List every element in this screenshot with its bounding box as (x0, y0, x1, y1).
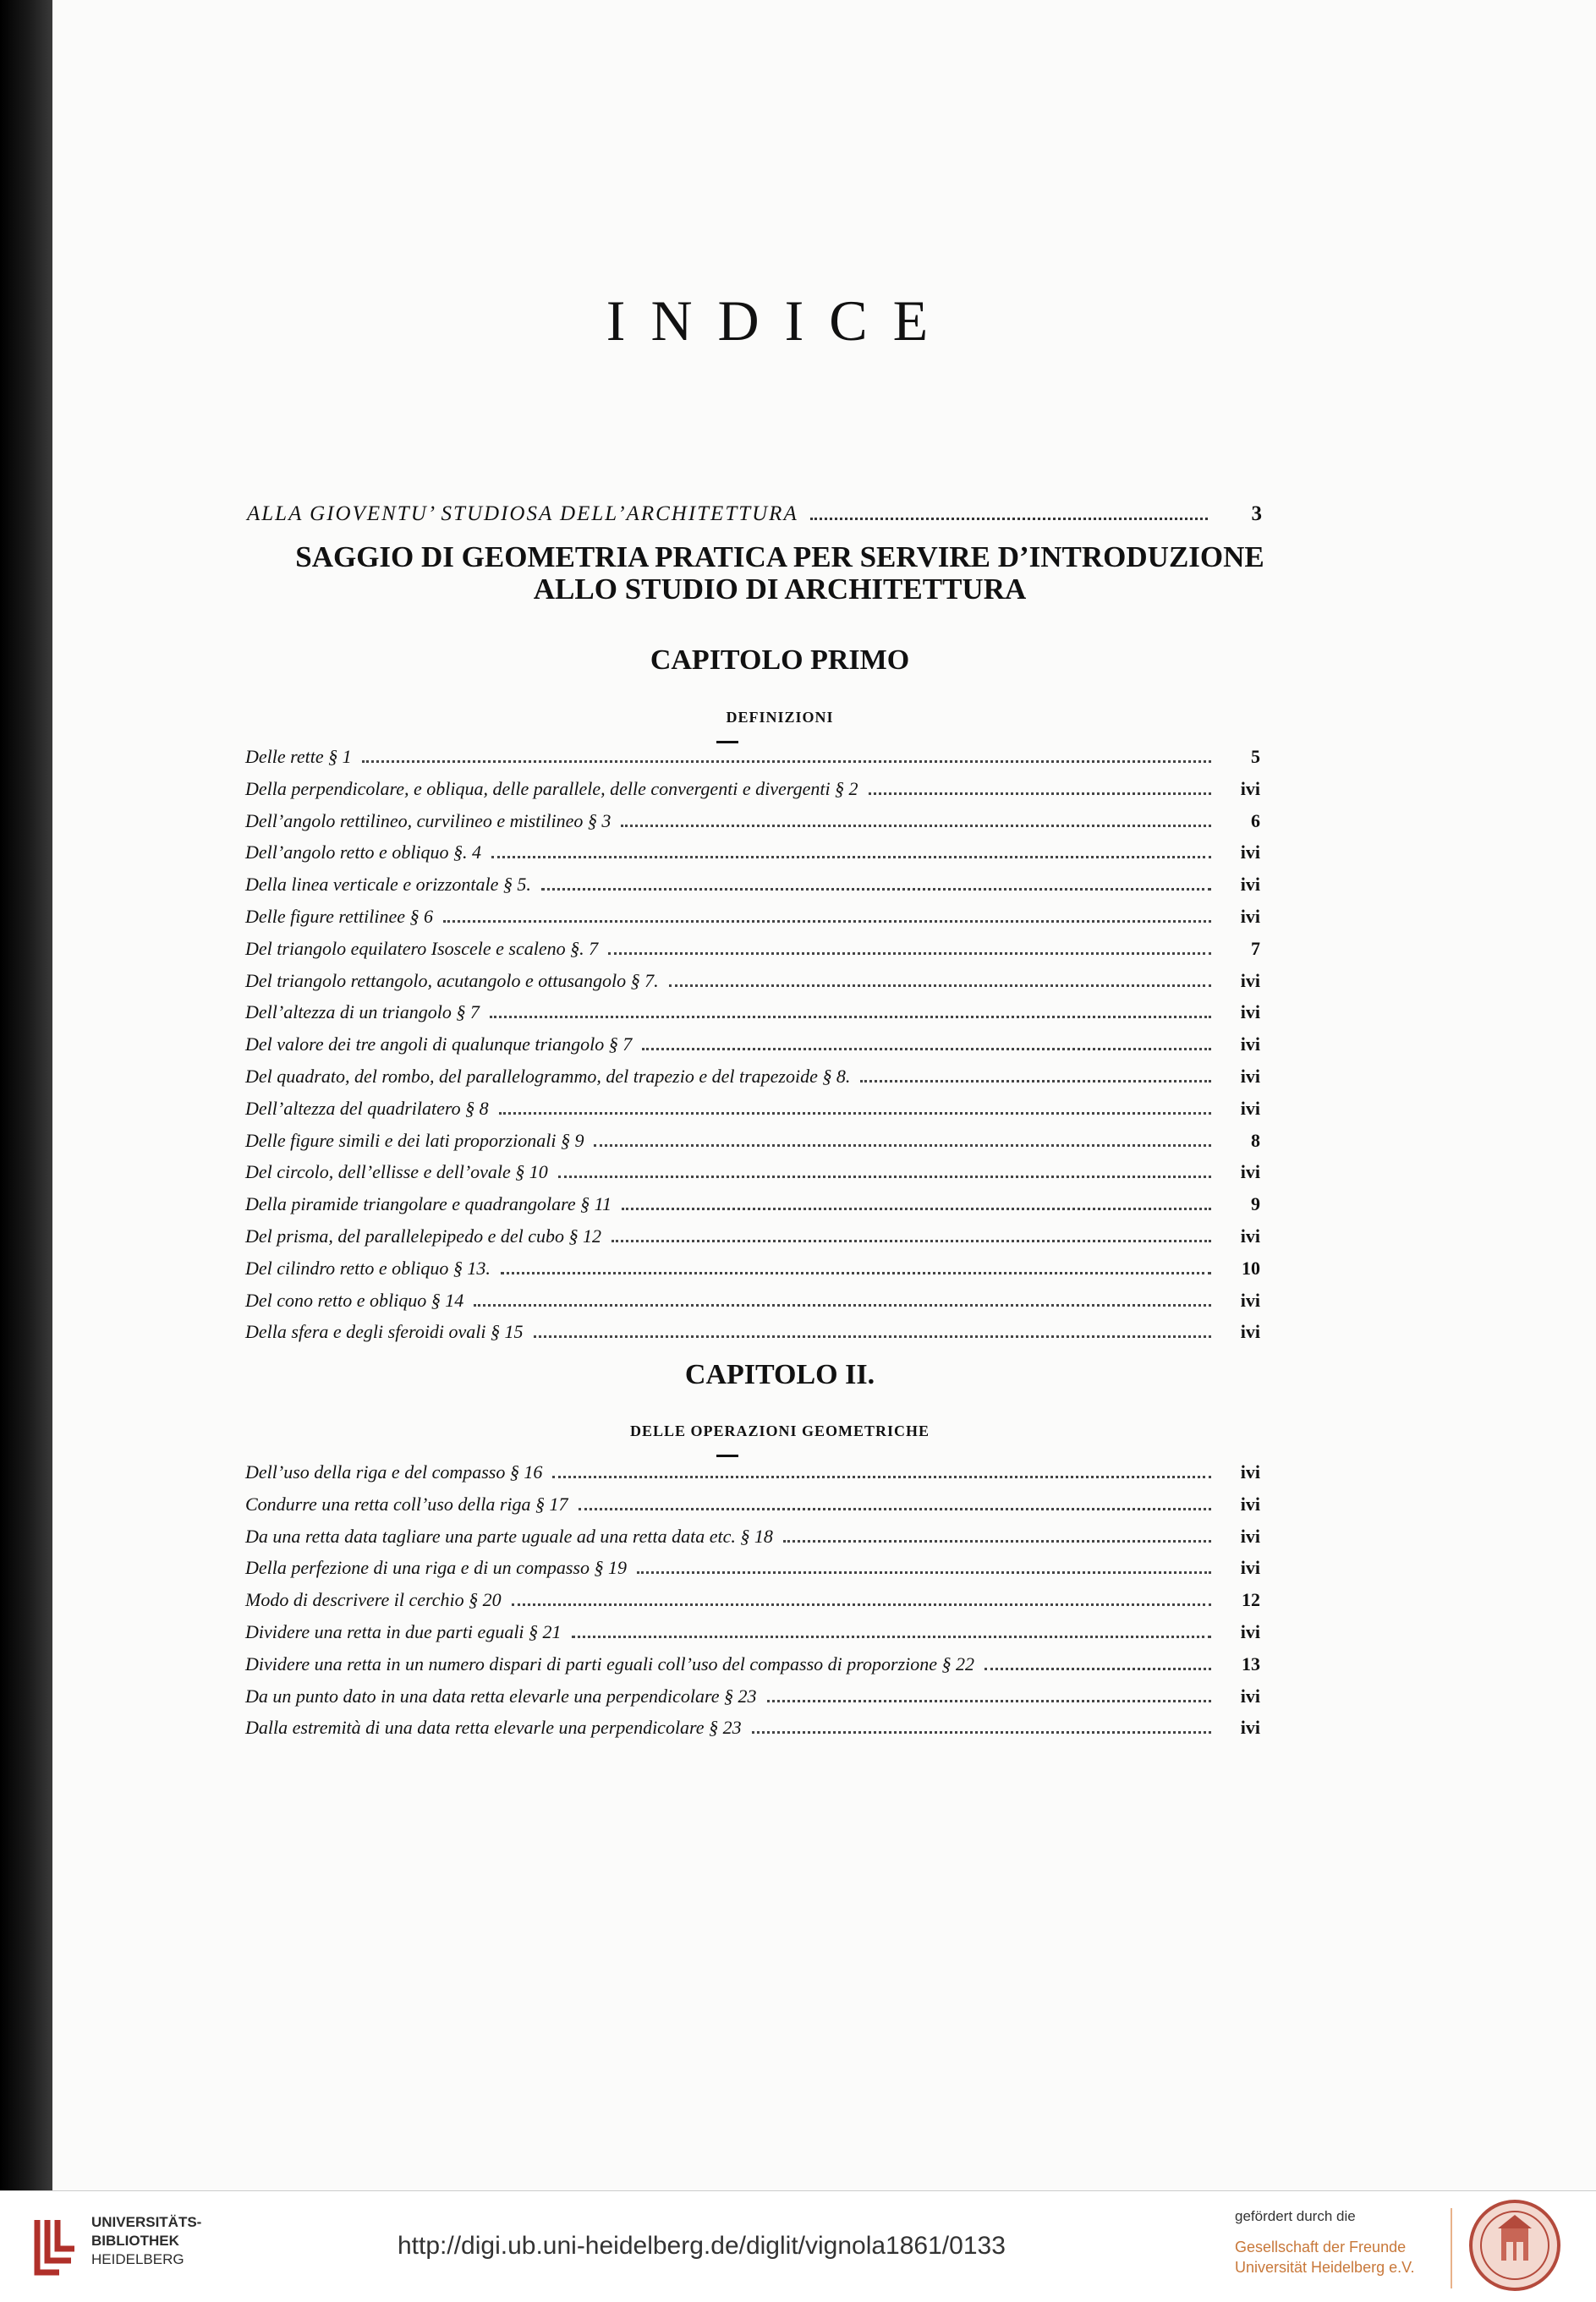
toc-entry[interactable] (245, 1653, 1260, 1685)
toc-entry-page: 12 (1242, 1589, 1260, 1611)
sponsor-block (1235, 2208, 1446, 2277)
toc-entry[interactable] (245, 810, 1260, 842)
sponsor-name-line-1: Gesellschaft der Freunde (1235, 2239, 1407, 2255)
chapter-1-subtitle: DEFINIZIONI (726, 709, 834, 726)
dot-leader (860, 1080, 1211, 1082)
dot-leader (572, 1636, 1211, 1638)
toc-entry-text: Della perpendicolare, e obliqua, delle parallele, delle convergenti e divergenti § 2 (245, 777, 858, 799)
scan-left-edge (0, 0, 52, 2190)
toc-entry-text: Del cilindro retto e obliquo § 13. (245, 1257, 491, 1279)
toc-entry[interactable] (245, 1557, 1260, 1589)
toc-entry[interactable] (245, 1130, 1260, 1162)
toc-entry-page: ivi (1240, 1033, 1260, 1055)
toc-entry-page: ivi (1240, 1225, 1260, 1247)
toc-entry-page: 9 (1251, 1193, 1260, 1215)
toc-entry[interactable] (245, 1033, 1260, 1066)
dot-leader (637, 1571, 1211, 1574)
toc-entry-page: 8 (1251, 1129, 1260, 1151)
toc-entry[interactable] (245, 841, 1260, 874)
main-heading-line-2: ALLO STUDIO DI ARCHITETTURA (533, 573, 1027, 606)
toc-entry[interactable] (245, 1258, 1260, 1290)
toc-entry-page: ivi (1240, 777, 1260, 799)
chapter-2-subtitle: DELLE OPERAZIONI GEOMETRICHE (629, 1422, 930, 1439)
dot-leader (499, 1112, 1211, 1115)
book-page (52, 0, 1596, 2190)
toc-entry-text: Dell’altezza di un triangolo § 7 (245, 1001, 480, 1023)
digitization-footer (0, 2190, 1596, 2302)
toc-entry-text: Del cono retto e obliquo § 14 (245, 1289, 464, 1311)
chapter-1-entries (245, 746, 1260, 1353)
toc-entry-text: Del triangolo rettangolo, acutangolo e ottusangolo § 7. (245, 969, 659, 991)
toc-entry-page: 10 (1242, 1257, 1260, 1279)
toc-entry-page: ivi (1240, 1493, 1260, 1515)
dot-leader (474, 1304, 1211, 1307)
chapter-1-rule (716, 741, 738, 743)
dot-leader (783, 1540, 1211, 1543)
toc-entry-page: ivi (1240, 841, 1260, 863)
toc-entry[interactable] (245, 1621, 1260, 1653)
toc-entry-text: Dell’angolo rettilineo, curvilineo e mistilineo § 3 (245, 809, 612, 831)
toc-entry-text: Dell’uso della riga e del compasso § 16 (245, 1461, 543, 1483)
toc-entry-page: 5 (1251, 746, 1260, 767)
toc-entry[interactable] (245, 1225, 1260, 1258)
toc-entry[interactable] (245, 1098, 1260, 1130)
toc-entry[interactable] (245, 938, 1260, 970)
dot-leader (608, 952, 1211, 955)
toc-entry[interactable] (245, 1461, 1260, 1494)
toc-entry-page: 6 (1251, 809, 1260, 831)
toc-intro-entry[interactable] (247, 502, 1262, 526)
toc-entry-text: Della perfezione di una riga e di un compasso § 19 (245, 1557, 627, 1579)
toc-entry-text: Condurre una retta coll’uso della riga § 17 (245, 1493, 568, 1515)
dot-leader (984, 1668, 1211, 1670)
dot-leader (534, 1335, 1211, 1338)
dot-leader (541, 888, 1211, 891)
toc-entry-page: ivi (1240, 1717, 1260, 1739)
toc-entry-page: ivi (1240, 969, 1260, 991)
toc-entry-text: Delle rette § 1 (245, 746, 352, 767)
toc-entry[interactable] (245, 1193, 1260, 1225)
toc-entry[interactable] (245, 1001, 1260, 1033)
toc-entry[interactable] (245, 1685, 1260, 1718)
dot-leader (579, 1508, 1211, 1510)
toc-entry-text: Del valore dei tre angoli di qualunque triangolo § 7 (245, 1033, 633, 1055)
sponsor-name-line-2: Universität Heidelberg e.V. (1235, 2259, 1415, 2276)
toc-entry-page: 3 (1251, 502, 1262, 525)
dot-leader (362, 760, 1211, 763)
dot-leader (594, 1144, 1211, 1147)
toc-entry[interactable] (245, 1526, 1260, 1558)
toc-entry-text: Dividere una retta in due parti eguali § 21 (245, 1620, 562, 1642)
toc-entry[interactable] (245, 1321, 1260, 1353)
toc-entry-page: ivi (1240, 1557, 1260, 1579)
toc-entry-page: ivi (1240, 1461, 1260, 1483)
toc-entry-page: ivi (1240, 1620, 1260, 1642)
toc-entry[interactable] (245, 1161, 1260, 1193)
dot-leader (443, 920, 1211, 923)
toc-entry-text: Del circolo, dell’ellisse e dell’ovale § 10 (245, 1161, 548, 1183)
toc-entry-page: ivi (1240, 1001, 1260, 1023)
toc-entry[interactable] (245, 970, 1260, 1002)
toc-entry-text: Delle figure rettilinee § 6 (245, 905, 433, 927)
chapter-1-title: CAPITOLO PRIMO (650, 644, 910, 676)
toc-entry-page: ivi (1240, 1321, 1260, 1343)
library-name-line-1: UNIVERSITÄTS- (91, 2214, 202, 2230)
dot-leader (869, 792, 1211, 795)
toc-entry[interactable] (245, 1589, 1260, 1621)
chapter-2-entries (245, 1461, 1260, 1749)
library-name-line-3: HEIDELBERG (91, 2251, 184, 2267)
toc-entry-page: ivi (1240, 1097, 1260, 1119)
sponsor-divider (1451, 2208, 1452, 2288)
toc-entry-text: Del prisma, del parallelepipedo e del cubo § 12 (245, 1225, 601, 1247)
dot-leader (752, 1731, 1211, 1734)
toc-entry-text: Dell’altezza del quadrilatero § 8 (245, 1097, 489, 1119)
dot-leader (622, 1208, 1211, 1210)
toc-entry-text: Del triangolo equilatero Isoscele e scaleno §. 7 (245, 937, 599, 959)
dot-leader (512, 1603, 1211, 1606)
dot-leader (642, 1048, 1211, 1050)
dot-leader (491, 856, 1211, 858)
chapter-2-rule (716, 1455, 738, 1457)
toc-entry-page: ivi (1240, 1525, 1260, 1547)
toc-entry-text: Dividere una retta in un numero dispari di parti eguali coll’uso del compasso di proporzione § 22 (245, 1653, 975, 1674)
library-logo-icon (34, 2217, 78, 2276)
chapter-2-title: CAPITOLO II. (684, 1359, 875, 1390)
main-heading (188, 541, 1372, 606)
toc-entry-text: Del quadrato, del rombo, del parallelogrammo, del trapezio e del trapezoide § 8. (245, 1065, 851, 1087)
toc-entry-page: ivi (1240, 905, 1260, 927)
dot-leader (669, 984, 1211, 987)
university-seal-icon (1467, 2198, 1562, 2293)
toc-entry-page: ivi (1240, 1161, 1260, 1183)
toc-entry-page: 7 (1251, 937, 1260, 959)
toc-entry[interactable] (245, 906, 1260, 938)
toc-entry[interactable] (245, 1494, 1260, 1526)
library-name (91, 2213, 227, 2269)
toc-entry[interactable] (245, 778, 1260, 810)
main-heading-line-1: SAGGIO DI GEOMETRIA PRATICA PER SERVIRE D’INTRODUZIONE (295, 540, 1264, 573)
dot-leader (552, 1476, 1211, 1478)
toc-entry-text: Modo di descrivere il cerchio § 20 (245, 1589, 502, 1611)
toc-entry-page: ivi (1240, 1289, 1260, 1311)
toc-entry[interactable] (245, 1717, 1260, 1749)
toc-entry-page: ivi (1240, 874, 1260, 896)
dot-leader (810, 518, 1208, 520)
toc-entry-text: Dalla estremità di una data retta elevarle una perpendicolare § 23 (245, 1717, 742, 1739)
page-title: INDICE (606, 288, 954, 353)
library-name-line-2: BIBLIOTHEK (91, 2233, 179, 2249)
toc-entry-text: ALLA GIOVENTU’ STUDIOSA DELL’ARCHITETTURA (247, 502, 798, 525)
toc-entry-text: Da un punto dato in una data retta elevarle una perpendicolare § 23 (245, 1685, 757, 1707)
dot-leader (558, 1176, 1211, 1178)
toc-entry-text: Dell’angolo retto e obliquo §. 4 (245, 841, 482, 863)
toc-entry-page: 13 (1242, 1653, 1260, 1674)
toc-entry[interactable] (245, 1066, 1260, 1098)
toc-entry-page: ivi (1240, 1685, 1260, 1707)
toc-entry-text: Della piramide triangolare e quadrangolare § 11 (245, 1193, 612, 1215)
toc-entry[interactable] (245, 746, 1260, 778)
toc-entry-text: Da una retta data tagliare una parte uguale ad una retta data etc. § 18 (245, 1525, 773, 1547)
dot-leader (612, 1240, 1211, 1242)
sponsor-intro: gefördert durch die (1235, 2208, 1356, 2224)
dot-leader (621, 825, 1211, 827)
toc-entry-text: Della linea verticale e orizzontale § 5. (245, 874, 531, 896)
toc-entry[interactable] (245, 1290, 1260, 1322)
dot-leader (767, 1700, 1211, 1702)
dot-leader (490, 1016, 1211, 1018)
dot-leader (501, 1272, 1211, 1274)
toc-entry-text: Della sfera e degli sferoidi ovali § 15 (245, 1321, 524, 1343)
permalink-url[interactable]: http://digi.ub.uni-heidelberg.de/diglit/vignola1861/0133 (398, 2232, 1006, 2260)
toc-entry-text: Delle figure simili e dei lati proporzionali § 9 (245, 1129, 584, 1151)
toc-entry-page: ivi (1240, 1065, 1260, 1087)
toc-entry[interactable] (245, 874, 1260, 906)
